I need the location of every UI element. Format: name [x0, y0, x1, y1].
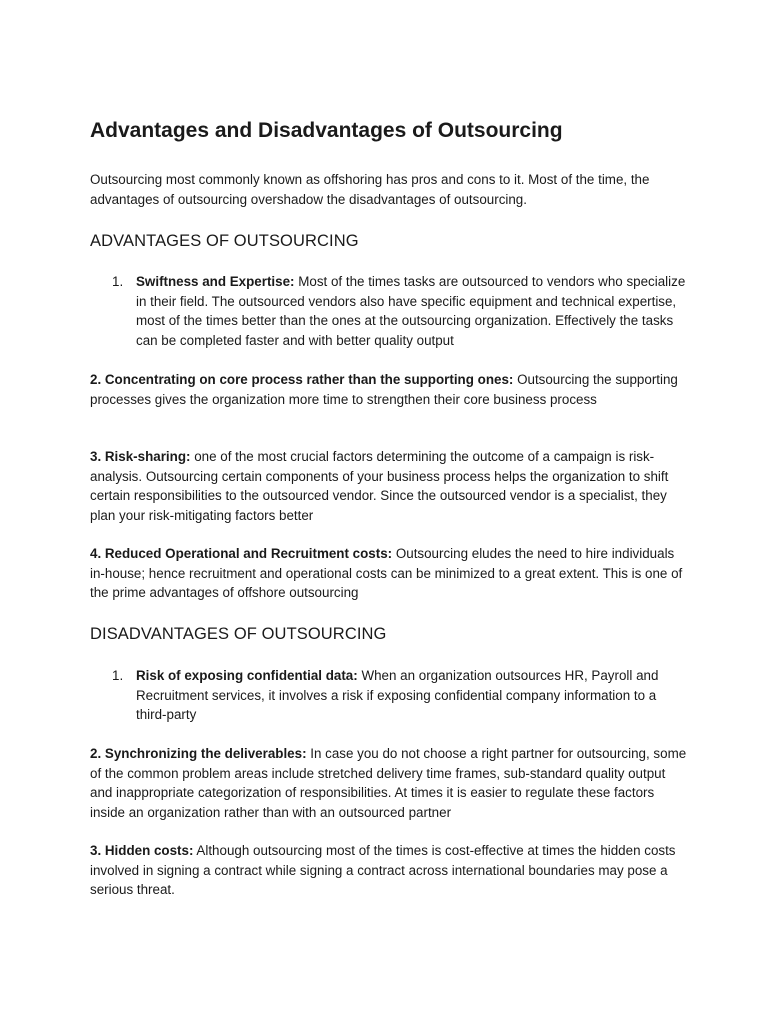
item-label: Swiftness and Expertise: [136, 274, 295, 289]
disadvantage-item-1 [90, 666, 690, 725]
item-text: Outsourcing eludes the need to hire individuals in-house; hence recruitment and operational costs can be minimized to a great extent. This is one of the prime advantages of offshore outsourcing [90, 546, 683, 600]
advantages-heading: ADVANTAGES OF OUTSOURCING [90, 232, 359, 250]
list-number: 1. [112, 274, 124, 289]
item-label: 2. Synchronizing the deliverables: [90, 746, 307, 761]
intro-text: Outsourcing most commonly known as offshoring has pros and cons to it. Most of the time, the advantages of outsourcing overshadow the disadvantages of outsourcing. [90, 172, 650, 207]
item-label: 3. Risk-sharing: [90, 449, 191, 464]
item-label: 3. Hidden costs: [90, 843, 194, 858]
item-text: When an organization outsources HR, Payroll and Recruitment services, it involves a risk if exposing confidential company information to a third-party [136, 668, 659, 722]
disadvantage-item-2 [90, 744, 690, 822]
item-label: Risk of exposing confidential data: [136, 668, 358, 683]
intro-paragraph [90, 170, 690, 209]
item-label: 4. Reduced Operational and Recruitment costs: [90, 546, 393, 561]
list-item-body [136, 272, 690, 350]
item-text: Although outsourcing most of the times is cost-effective at times the hidden costs involved in signing a contract while signing a contract across international boundaries may pose a serious threat. [90, 843, 676, 897]
advantage-item-1 [90, 272, 690, 350]
item-text: one of the most crucial factors determining the outcome of a campaign is risk-analysis. Outsourcing certain components of your business process helps the organization to shift certain responsibilities to the outsourced vendor. Since the outsourced vendor is a specialist, they plan your risk-mitigating factors better [90, 449, 669, 523]
item-label: 2. Concentrating on core process rather than the supporting ones: [90, 372, 514, 387]
item-text: Outsourcing the supporting processes gives the organization more time to strengthen their core business process [90, 372, 678, 407]
advantage-item-3 [90, 447, 690, 525]
disadvantages-heading: DISADVANTAGES OF OUTSOURCING [90, 625, 387, 643]
list-item-body [136, 666, 690, 725]
advantage-item-4 [90, 544, 690, 603]
item-text: In case you do not choose a right partner for outsourcing, some of the common problem areas include stretched delivery time frames, sub-standard quality output and inappropriate categorization of responsibilities. At times it is easier to regulate these factors inside an organization rather than with an outsourced partner [90, 746, 687, 820]
list-number: 1. [112, 668, 124, 683]
document-title: Advantages and Disadvantages of Outsourcing [90, 119, 563, 142]
disadvantage-item-3 [90, 841, 690, 900]
item-text: Most of the times tasks are outsourced to vendors who specialize in their field. The outsourced vendors also have specific equipment and technical expertise, most of the times better than the ones at the outsourcing organization. Effectively the tasks can be completed faster and with better quality output [136, 274, 686, 348]
advantage-item-2 [90, 370, 690, 409]
